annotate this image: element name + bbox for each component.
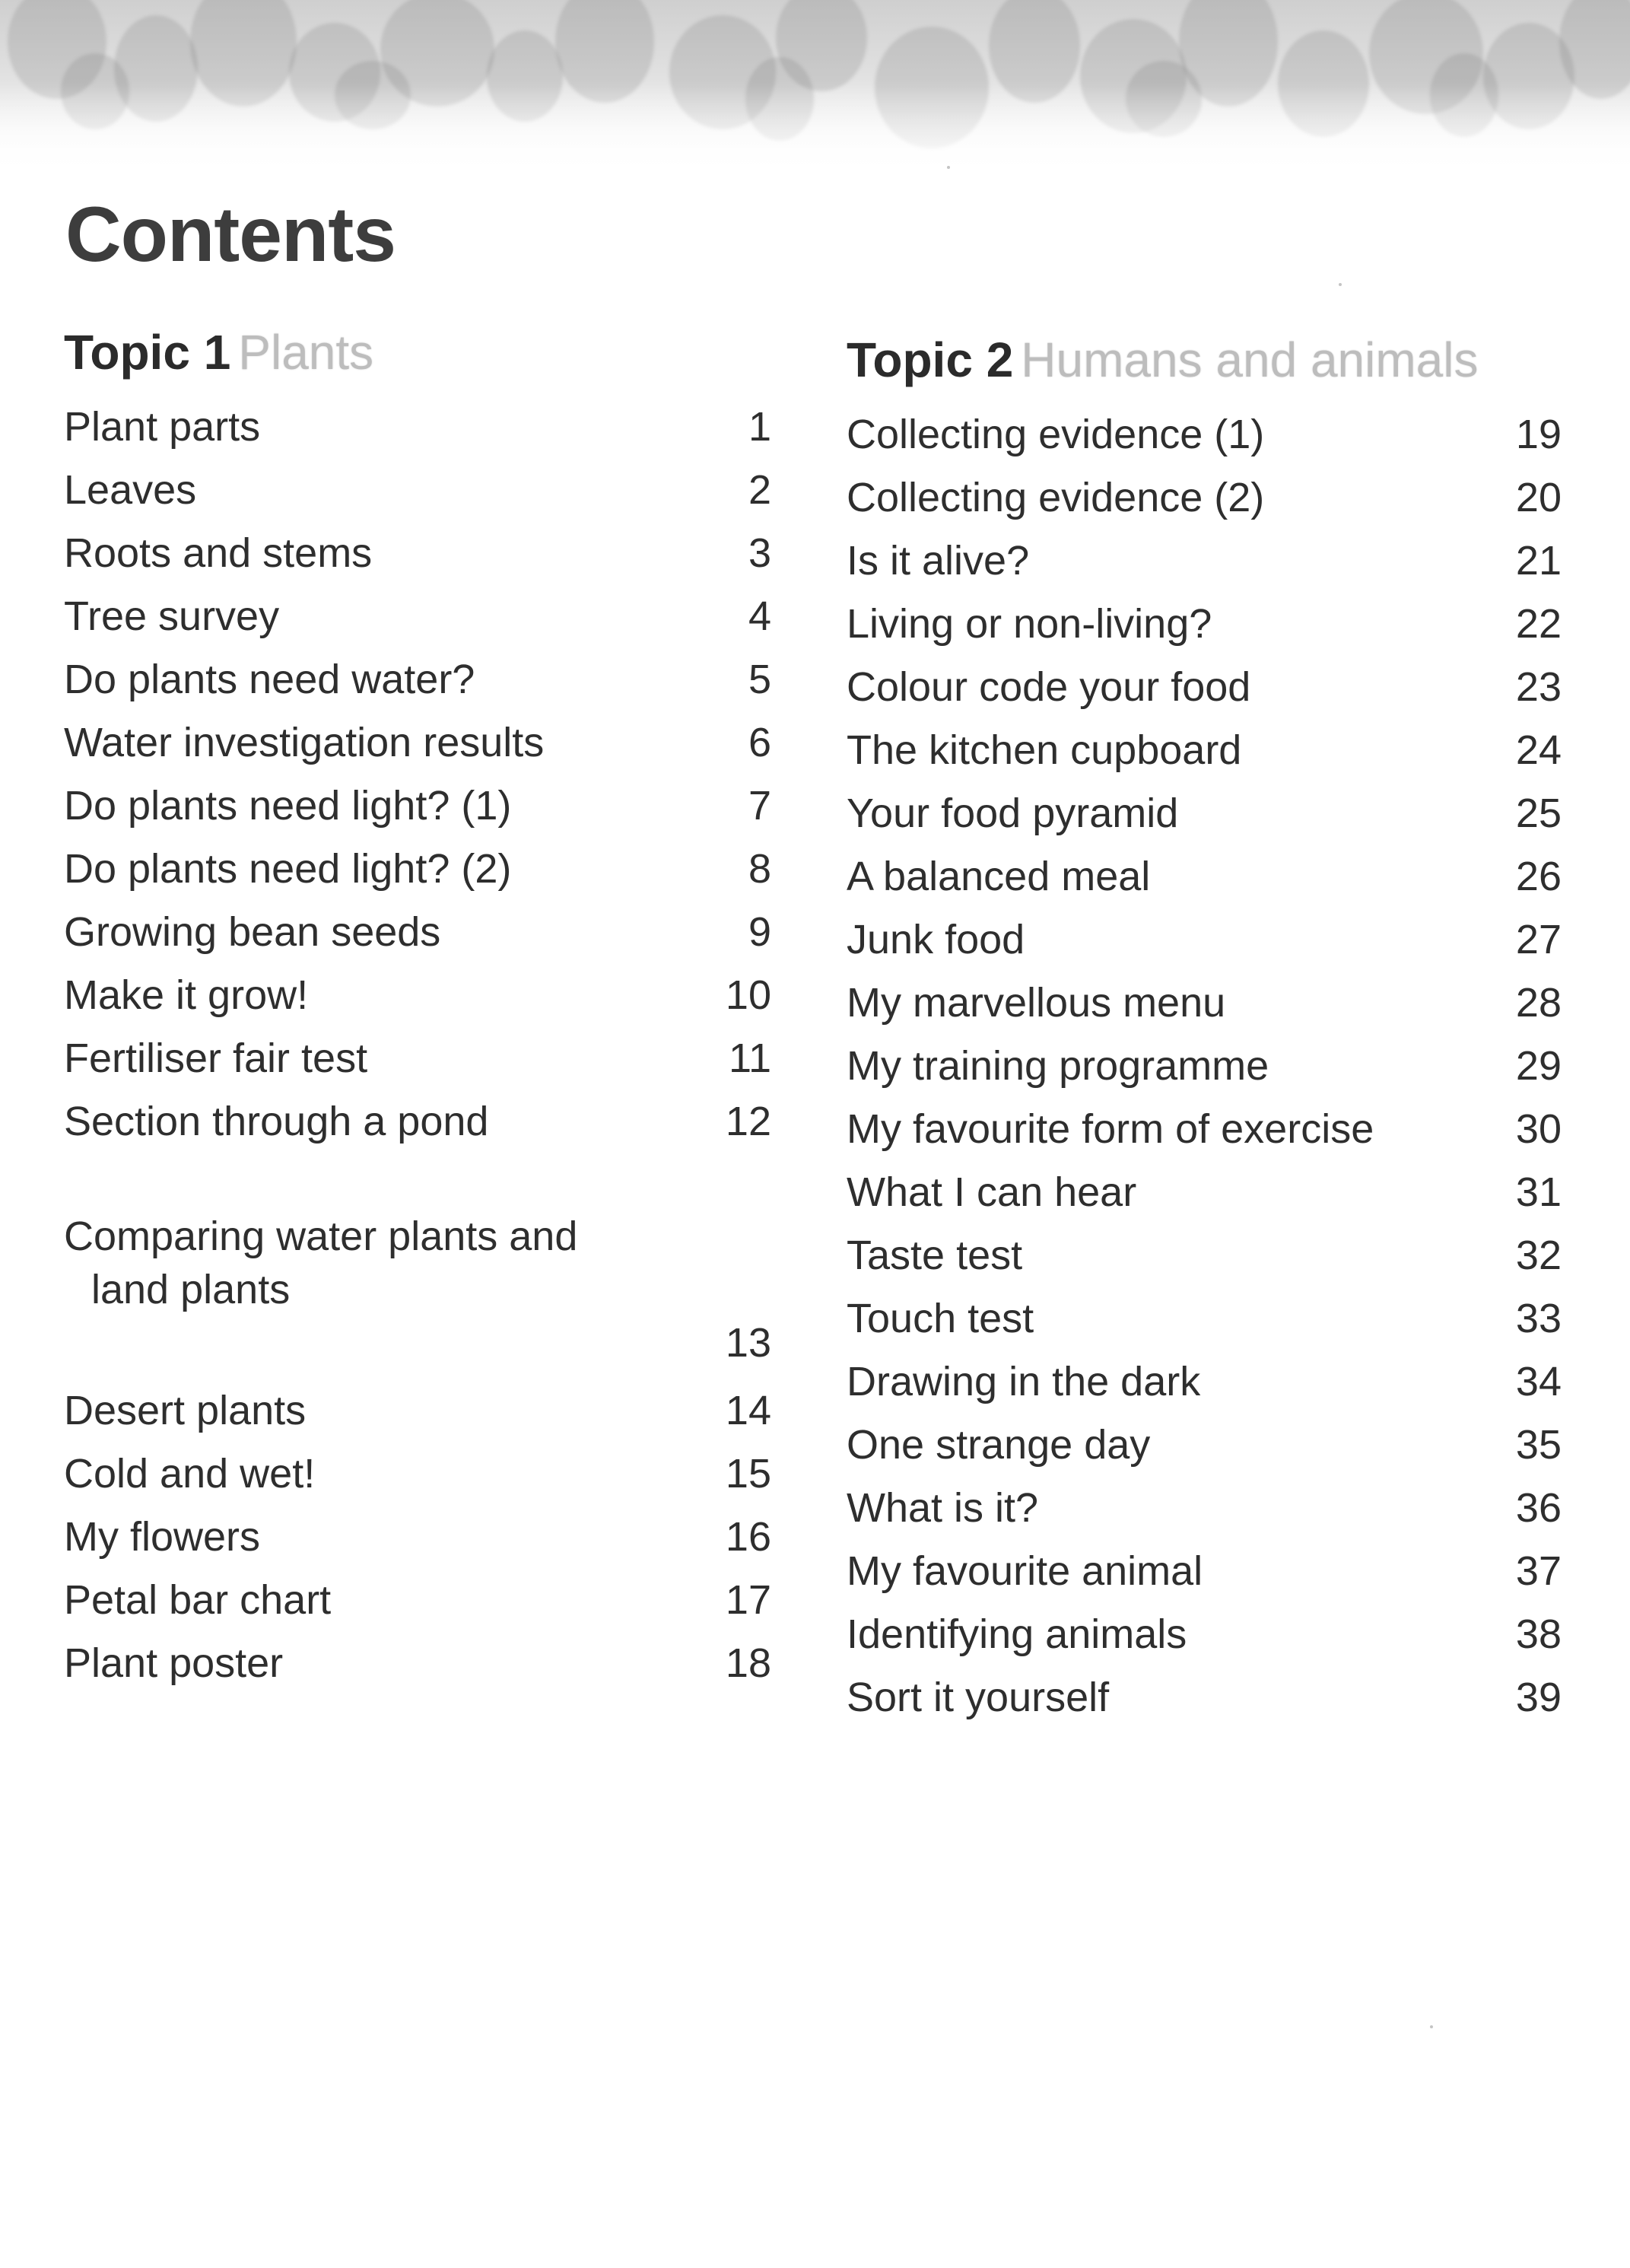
topic-2-column bbox=[847, 326, 1562, 1729]
entry-title: Do plants need light? (2) bbox=[64, 846, 512, 892]
toc-entry[interactable] bbox=[64, 964, 771, 1027]
entry-page: 35 bbox=[1515, 1422, 1562, 1468]
topic-1-column bbox=[64, 318, 771, 1695]
entry-title: A balanced meal bbox=[847, 854, 1151, 899]
toc-entry[interactable] bbox=[64, 1569, 771, 1632]
toc-entry[interactable] bbox=[64, 1090, 771, 1153]
entry-title: Living or non-living? bbox=[847, 601, 1212, 647]
toc-entry[interactable] bbox=[847, 403, 1562, 466]
entry-page: 4 bbox=[748, 593, 771, 639]
toc-entry[interactable] bbox=[64, 711, 771, 775]
toc-entry[interactable] bbox=[64, 901, 771, 964]
toc-entry[interactable] bbox=[64, 396, 771, 459]
toc-entry[interactable] bbox=[64, 1027, 771, 1090]
entry-title: Identifying animals bbox=[847, 1611, 1187, 1657]
toc-entry[interactable] bbox=[847, 1540, 1562, 1603]
entry-title: Your food pyramid bbox=[847, 790, 1179, 836]
toc-entry[interactable] bbox=[847, 908, 1562, 972]
entry-title: My training programme bbox=[847, 1043, 1269, 1089]
entry-page: 2 bbox=[748, 467, 771, 513]
entry-page: 25 bbox=[1515, 790, 1562, 836]
toc-entry[interactable] bbox=[64, 1379, 771, 1443]
entry-title: What I can hear bbox=[847, 1169, 1137, 1215]
entry-title: Colour code your food bbox=[847, 664, 1251, 710]
entry-page: 34 bbox=[1515, 1359, 1562, 1404]
entry-page: 29 bbox=[1515, 1043, 1562, 1089]
entry-page: 16 bbox=[725, 1514, 771, 1560]
toc-entry[interactable] bbox=[847, 593, 1562, 656]
toc-entry[interactable] bbox=[847, 656, 1562, 719]
topic-2-entries bbox=[847, 403, 1562, 1729]
toc-entry[interactable] bbox=[847, 719, 1562, 782]
topic-1-heading bbox=[64, 318, 771, 386]
entry-title: My flowers bbox=[64, 1514, 261, 1560]
entry-page: 6 bbox=[748, 720, 771, 765]
entry-page: 28 bbox=[1515, 980, 1562, 1026]
entry-page: 10 bbox=[725, 972, 771, 1018]
toc-entry[interactable] bbox=[847, 1098, 1562, 1161]
toc-entry[interactable] bbox=[64, 585, 771, 648]
toc-entry[interactable] bbox=[64, 459, 771, 522]
toc-entry[interactable] bbox=[64, 522, 771, 585]
entry-page: 20 bbox=[1515, 475, 1562, 520]
entry-page: 15 bbox=[725, 1451, 771, 1497]
entry-title: Sort it yourself bbox=[847, 1675, 1110, 1720]
entry-title: Cold and wet! bbox=[64, 1451, 316, 1497]
entry-page: 17 bbox=[725, 1577, 771, 1623]
topic-2-label: Topic 2 bbox=[847, 332, 1014, 387]
entry-title: Comparing water plants and bbox=[64, 1214, 578, 1259]
page-title: Contents bbox=[65, 191, 396, 278]
entry-page: 14 bbox=[725, 1388, 771, 1433]
entry-title: Section through a pond bbox=[64, 1099, 489, 1144]
entry-title: Taste test bbox=[847, 1233, 1023, 1278]
entry-title: Water investigation results bbox=[64, 720, 545, 765]
entry-page: 36 bbox=[1515, 1485, 1562, 1531]
entry-title: Drawing in the dark bbox=[847, 1359, 1201, 1404]
scan-speck bbox=[1339, 283, 1342, 286]
toc-entry[interactable] bbox=[64, 1632, 771, 1695]
decorative-bokeh-header bbox=[0, 0, 1630, 175]
entry-title-continuation: land plants bbox=[91, 1267, 291, 1312]
entry-page: 19 bbox=[1515, 412, 1562, 457]
entry-page: 9 bbox=[748, 909, 771, 955]
toc-entry[interactable] bbox=[64, 1156, 771, 1369]
entry-title: Tree survey bbox=[64, 593, 280, 639]
entry-page: 33 bbox=[1515, 1296, 1562, 1341]
entry-title-wrapped bbox=[64, 1156, 577, 1369]
entry-page: 7 bbox=[748, 783, 771, 829]
entry-title: Leaves bbox=[64, 467, 197, 513]
toc-entry[interactable] bbox=[847, 1035, 1562, 1098]
entry-title: One strange day bbox=[847, 1422, 1151, 1468]
entry-page: 8 bbox=[748, 846, 771, 892]
entry-title: Petal bar chart bbox=[64, 1577, 332, 1623]
entry-page: 12 bbox=[725, 1099, 771, 1144]
entry-page: 39 bbox=[1515, 1675, 1562, 1720]
entry-title: Do plants need water? bbox=[64, 657, 475, 702]
entry-title: Collecting evidence (1) bbox=[847, 412, 1265, 457]
toc-entry[interactable] bbox=[847, 845, 1562, 908]
entry-title: Plant poster bbox=[64, 1640, 284, 1686]
scan-speck bbox=[1430, 2025, 1433, 2028]
scan-speck bbox=[947, 166, 950, 169]
toc-entry[interactable] bbox=[64, 1506, 771, 1569]
entry-title: Touch test bbox=[847, 1296, 1034, 1341]
entry-title: My marvellous menu bbox=[847, 980, 1226, 1026]
entry-title: Fertiliser fair test bbox=[64, 1035, 368, 1081]
entry-page: 31 bbox=[1515, 1169, 1562, 1215]
entry-page: 38 bbox=[1515, 1611, 1562, 1657]
toc-entry[interactable] bbox=[847, 972, 1562, 1035]
toc-entry[interactable] bbox=[847, 466, 1562, 530]
entry-page: 26 bbox=[1515, 854, 1562, 899]
entry-title: Plant parts bbox=[64, 404, 261, 450]
entry-title: Desert plants bbox=[64, 1388, 307, 1433]
toc-entry[interactable] bbox=[64, 648, 771, 711]
toc-entry[interactable] bbox=[847, 1350, 1562, 1414]
entry-title: Junk food bbox=[847, 917, 1025, 962]
toc-entry[interactable] bbox=[64, 838, 771, 901]
toc-entry[interactable] bbox=[847, 1287, 1562, 1350]
toc-entry[interactable] bbox=[847, 530, 1562, 593]
entry-page: 1 bbox=[748, 404, 771, 450]
entry-title: Growing bean seeds bbox=[64, 909, 441, 955]
entry-page: 27 bbox=[1515, 917, 1562, 962]
toc-entry[interactable] bbox=[847, 782, 1562, 845]
entry-title: My favourite form of exercise bbox=[847, 1106, 1374, 1152]
topic-1-label: Topic 1 bbox=[64, 325, 231, 380]
entry-page: 5 bbox=[748, 657, 771, 702]
entry-title: My favourite animal bbox=[847, 1548, 1203, 1594]
entry-page: 22 bbox=[1515, 601, 1562, 647]
topic-2-heading bbox=[847, 326, 1562, 394]
entry-page: 23 bbox=[1515, 664, 1562, 710]
entry-title: What is it? bbox=[847, 1485, 1039, 1531]
toc-entry[interactable] bbox=[847, 1603, 1562, 1666]
entry-page: 13 bbox=[725, 1320, 771, 1366]
entry-page: 21 bbox=[1515, 538, 1562, 584]
toc-entry[interactable] bbox=[847, 1161, 1562, 1224]
entry-page: 3 bbox=[748, 530, 771, 576]
toc-entry[interactable] bbox=[847, 1414, 1562, 1477]
topic-2-name: Humans and animals bbox=[1021, 332, 1479, 387]
toc-entry[interactable] bbox=[847, 1666, 1562, 1729]
toc-entry[interactable] bbox=[64, 1443, 771, 1506]
entry-page: 30 bbox=[1515, 1106, 1562, 1152]
entry-page: 11 bbox=[728, 1035, 771, 1081]
entry-title: Roots and stems bbox=[64, 530, 373, 576]
entry-page: 32 bbox=[1515, 1233, 1562, 1278]
toc-entry[interactable] bbox=[64, 775, 771, 838]
entry-page: 18 bbox=[725, 1640, 771, 1686]
entry-title: Is it alive? bbox=[847, 538, 1030, 584]
entry-title: Collecting evidence (2) bbox=[847, 475, 1265, 520]
entry-title: The kitchen cupboard bbox=[847, 727, 1242, 773]
toc-entry[interactable] bbox=[847, 1477, 1562, 1540]
topic-1-name: Plants bbox=[238, 325, 374, 380]
toc-entry[interactable] bbox=[847, 1224, 1562, 1287]
entry-page: 37 bbox=[1515, 1548, 1562, 1594]
entry-title: Do plants need light? (1) bbox=[64, 783, 512, 829]
entry-title: Make it grow! bbox=[64, 972, 309, 1018]
entry-page: 24 bbox=[1515, 727, 1562, 773]
topic-1-entries bbox=[64, 396, 771, 1695]
